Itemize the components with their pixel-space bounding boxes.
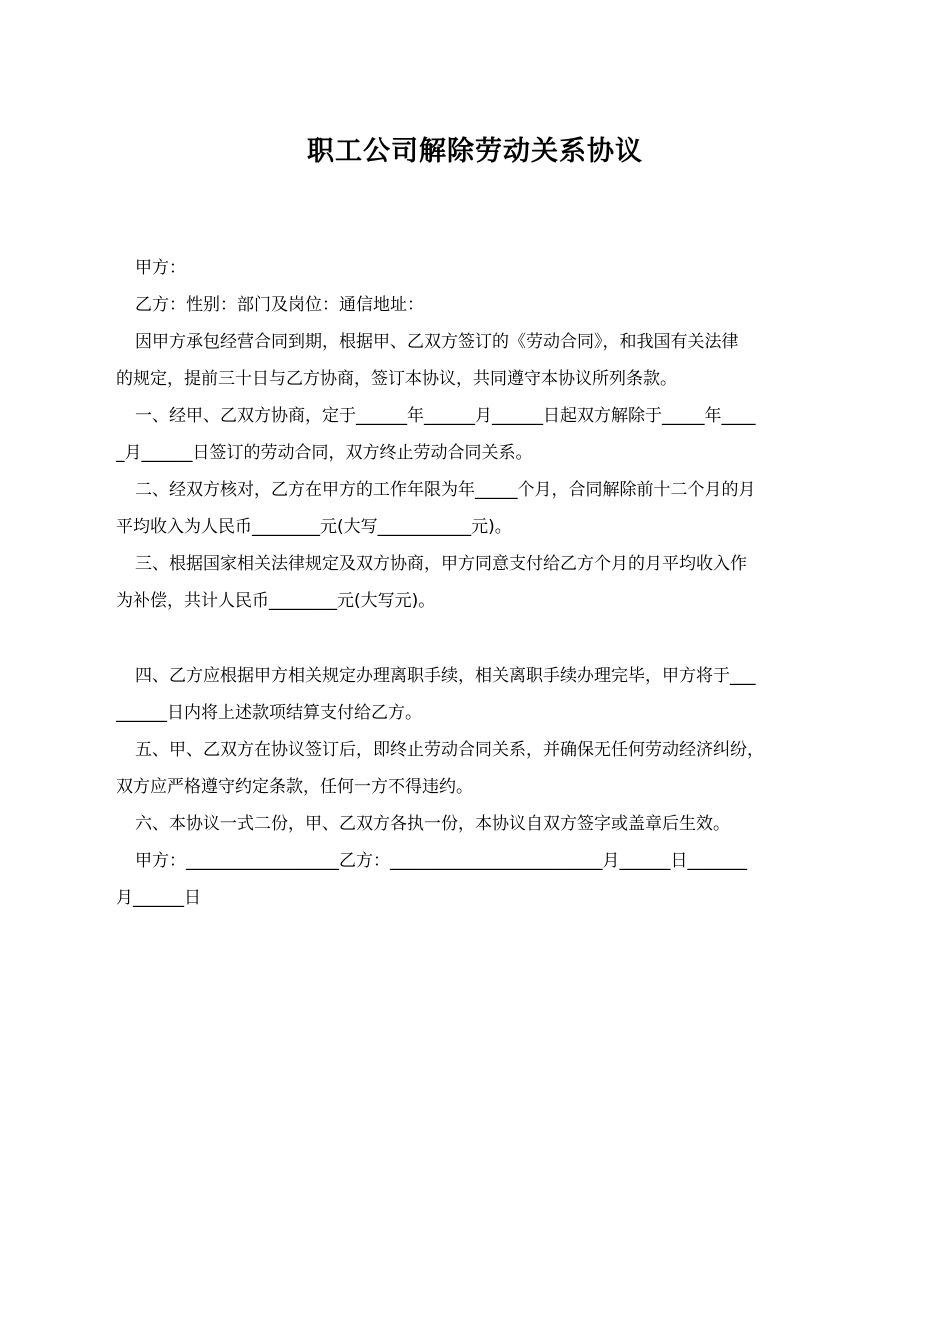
clause-3-line-2: 为补偿，共计人民币________元(大写元)。 — [116, 591, 436, 611]
clause-2-line-2: 平均收入为人民币________元(大写___________元)。 — [116, 517, 512, 537]
clause-6-line: 六、本协议一式二份，甲、乙双方各执一份，本协议自双方签字或盖章后生效。 — [135, 814, 730, 834]
preamble-line-2: 的规定，提前三十日与乙方协商，签订本协议，共同遵守本协议所列条款。 — [116, 369, 677, 389]
preamble-line-1: 因甲方承包经营合同到期，根据甲、乙双方签订的《劳动合同》，和我国有关法律 — [135, 332, 739, 352]
clause-1-line-1: 一、经甲、乙双方协商，定于______年______月______日起双方解除于_____年____ — [135, 406, 756, 426]
clause-4-line-1: 四、乙方应根据甲方相关规定办理离职手续，相关离职手续办理完毕，甲方将于___ — [135, 666, 756, 686]
clause-1-line-2: _月______日签订的劳动合同，双方终止劳动合同关系。 — [116, 443, 533, 463]
party-b-line: 乙方：性别：部门及岗位：通信地址： — [135, 295, 424, 315]
signature-line: 甲方：__________________乙方：_________________________月______日_______ — [135, 851, 747, 871]
clause-5-line-2: 双方应严格遵守约定条款，任何一方不得违约。 — [116, 777, 473, 797]
clause-3-line-1: 三、根据国家相关法律规定及双方协商，甲方同意支付给乙方个月的月平均收入作 — [135, 554, 747, 574]
clause-5-line-1: 五、甲、乙双方在协议签订后，即终止劳动合同关系，并确保无任何劳动经济纠纷， — [135, 740, 764, 760]
document-body — [116, 250, 846, 917]
paragraph-gap — [116, 620, 846, 658]
document-title: 职工公司解除劳动关系协议 — [307, 136, 643, 167]
signature-date-line: 月______日 — [116, 888, 201, 908]
clause-4-line-2: ______日内将上述款项结算支付给乙方。 — [116, 703, 422, 723]
clause-2-line-1: 二、经双方核对，乙方在甲方的工作年限为年_____个月，合同解除前十二个月的月 — [135, 480, 756, 500]
party-a-line: 甲方： — [135, 258, 186, 278]
